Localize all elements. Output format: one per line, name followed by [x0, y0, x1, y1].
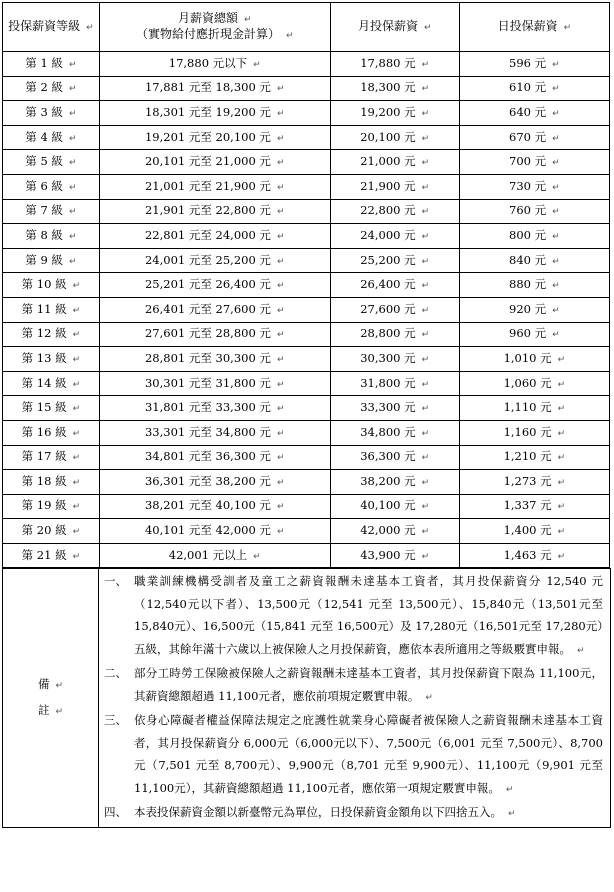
note-number: 一、	[104, 574, 127, 589]
notes-table	[2, 568, 611, 828]
cell-daily: 1,400 元 ↵	[459, 519, 609, 544]
cell-monthly: 31,800 元 ↵	[330, 371, 459, 396]
table-row	[3, 150, 610, 175]
cell-salary-range: 34,801 元至 36,300 元 ↵	[99, 445, 330, 470]
note-text: 依身心障礙者權益保障法規定之庇護性就業身心障礙者被保險人之薪資報酬未達基本工資者，其月投保薪資分 6,000元（6,000元以下）、7,500元（6,001 元至 7,500元）、8,700元（7,501 元至 8,700元）、9,900元（8,701 元至 9,900元）、11,100元（9,901 元至 11,100元），其薪資總額超過 11,100元者，應依第一項規定覈實申報。 ↵	[134, 713, 603, 795]
header-monthly: 月投保薪資 ↵	[330, 3, 459, 52]
note-item	[100, 709, 609, 801]
header-grade: 投保薪資等級 ↵	[3, 3, 100, 52]
cell-grade: 第 14 級 ↵	[3, 371, 100, 396]
table-row	[3, 445, 610, 470]
cell-grade: 第 9 級 ↵	[3, 248, 100, 273]
cell-daily: 1,273 元 ↵	[459, 470, 609, 495]
cell-monthly: 26,400 元 ↵	[330, 273, 459, 298]
cell-monthly: 24,000 元 ↵	[330, 224, 459, 249]
cell-daily: 1,060 元 ↵	[459, 371, 609, 396]
insurance-salary-document	[2, 2, 610, 828]
cell-daily: 880 元 ↵	[459, 273, 609, 298]
salary-grade-table	[2, 2, 610, 568]
cell-daily: 700 元 ↵	[459, 150, 609, 175]
note-text: 部分工時勞工保險被保險人之薪資報酬未達基本工資者，其月投保薪資下限為 11,100元，其薪資總額超過 11,100元者，應依前項規定覈實申報。 ↵	[134, 666, 603, 703]
cell-grade: 第 18 級 ↵	[3, 470, 100, 495]
cell-daily: 640 元 ↵	[459, 101, 609, 126]
table-row	[3, 420, 610, 445]
cell-salary-range: 17,881 元至 18,300 元 ↵	[99, 76, 330, 101]
cell-daily: 960 元 ↵	[459, 322, 609, 347]
cell-daily: 760 元 ↵	[459, 199, 609, 224]
table-header-row	[3, 3, 610, 52]
cell-salary-range: 19,201 元至 20,100 元 ↵	[99, 125, 330, 150]
cell-grade: 第 21 級 ↵	[3, 543, 100, 568]
cell-daily: 800 元 ↵	[459, 224, 609, 249]
table-row	[3, 125, 610, 150]
cell-salary-range: 40,101 元至 42,000 元 ↵	[99, 519, 330, 544]
cell-salary-range: 20,101 元至 21,000 元 ↵	[99, 150, 330, 175]
cell-monthly: 21,000 元 ↵	[330, 150, 459, 175]
cell-grade: 第 10 級 ↵	[3, 273, 100, 298]
cell-monthly: 42,000 元 ↵	[330, 519, 459, 544]
cell-salary-range: 26,401 元至 27,600 元 ↵	[99, 297, 330, 322]
cell-salary-range: 21,001 元至 21,900 元 ↵	[99, 174, 330, 199]
table-row	[3, 101, 610, 126]
cell-grade: 第 17 級 ↵	[3, 445, 100, 470]
cell-salary-range: 42,001 元以上 ↵	[99, 543, 330, 568]
cell-salary-range: 38,201 元至 40,100 元 ↵	[99, 494, 330, 519]
cell-monthly: 27,600 元 ↵	[330, 297, 459, 322]
cell-monthly: 25,200 元 ↵	[330, 248, 459, 273]
cell-monthly: 43,900 元 ↵	[330, 543, 459, 568]
table-row	[3, 494, 610, 519]
table-row	[3, 371, 610, 396]
grade-rows	[3, 52, 610, 568]
cell-monthly: 20,100 元 ↵	[330, 125, 459, 150]
table-row	[3, 224, 610, 249]
cell-salary-range: 22,801 元至 24,000 元 ↵	[99, 224, 330, 249]
cell-salary-range: 33,301 元至 34,800 元 ↵	[99, 420, 330, 445]
cell-grade: 第 5 級 ↵	[3, 150, 100, 175]
note-text: 本表投保薪資金額以新臺幣元為單位，日投保薪資金額角以下四捨五入。 ↵	[134, 805, 516, 820]
cell-grade: 第 16 級 ↵	[3, 420, 100, 445]
cell-monthly: 22,800 元 ↵	[330, 199, 459, 224]
cell-monthly: 33,300 元 ↵	[330, 396, 459, 421]
cell-grade: 第 12 級 ↵	[3, 322, 100, 347]
cell-grade: 第 15 級 ↵	[3, 396, 100, 421]
cell-daily: 1,160 元 ↵	[459, 420, 609, 445]
cell-daily: 1,110 元 ↵	[459, 396, 609, 421]
cell-salary-range: 24,001 元至 25,200 元 ↵	[99, 248, 330, 273]
notes-label: 備 ↵ 註 ↵	[3, 569, 99, 828]
note-item	[100, 662, 609, 709]
cell-monthly: 28,800 元 ↵	[330, 322, 459, 347]
cell-salary-range: 31,801 元至 33,300 元 ↵	[99, 396, 330, 421]
cell-monthly: 21,900 元 ↵	[330, 174, 459, 199]
note-item	[100, 801, 609, 826]
note-item	[100, 570, 609, 662]
cell-grade: 第 20 級 ↵	[3, 519, 100, 544]
notes-content	[99, 569, 611, 828]
table-row	[3, 396, 610, 421]
note-number: 四、	[104, 805, 127, 820]
table-row	[3, 174, 610, 199]
cell-daily: 920 元 ↵	[459, 297, 609, 322]
table-row	[3, 470, 610, 495]
cell-monthly: 19,200 元 ↵	[330, 101, 459, 126]
table-row	[3, 273, 610, 298]
cell-grade: 第 4 級 ↵	[3, 125, 100, 150]
cell-grade: 第 7 級 ↵	[3, 199, 100, 224]
cell-salary-range: 17,880 元以下 ↵	[99, 52, 330, 77]
cell-monthly: 34,800 元 ↵	[330, 420, 459, 445]
cell-monthly: 17,880 元 ↵	[330, 52, 459, 77]
cell-grade: 第 19 級 ↵	[3, 494, 100, 519]
table-row	[3, 322, 610, 347]
cell-salary-range: 36,301 元至 38,200 元 ↵	[99, 470, 330, 495]
cell-monthly: 18,300 元 ↵	[330, 76, 459, 101]
cell-monthly: 36,300 元 ↵	[330, 445, 459, 470]
cell-daily: 1,337 元 ↵	[459, 494, 609, 519]
note-text: 職業訓練機構受訓者及童工之薪資報酬未達基本工資者，其月投保薪資分 12,540 元（12,540元以下者）、13,500元（12,541 元至 13,500元）、15,840元（13,501元至 15,840元）、16,500元（15,841 元至 16,500元）及 17,280元（16,501元至 17,280元）五級，其餘年滿十六歲以上被保險人之月投保薪資，應依本表所適用之等級覈實申報。 ↵	[134, 574, 603, 656]
cell-salary-range: 25,201 元至 26,400 元 ↵	[99, 273, 330, 298]
header-salary-total: 月薪資總額 ↵ （實物給付應折現金計算） ↵	[99, 3, 330, 52]
cell-monthly: 38,200 元 ↵	[330, 470, 459, 495]
table-row	[3, 76, 610, 101]
cell-daily: 1,463 元 ↵	[459, 543, 609, 568]
cell-daily: 1,210 元 ↵	[459, 445, 609, 470]
cell-daily: 596 元 ↵	[459, 52, 609, 77]
cell-grade: 第 13 級 ↵	[3, 347, 100, 372]
cell-grade: 第 2 級 ↵	[3, 76, 100, 101]
cell-salary-range: 18,301 元至 19,200 元 ↵	[99, 101, 330, 126]
cell-grade: 第 1 級 ↵	[3, 52, 100, 77]
table-row	[3, 199, 610, 224]
cell-grade: 第 3 級 ↵	[3, 101, 100, 126]
cell-monthly: 30,300 元 ↵	[330, 347, 459, 372]
table-row	[3, 543, 610, 568]
header-daily: 日投保薪資 ↵	[459, 3, 609, 52]
cell-monthly: 40,100 元 ↵	[330, 494, 459, 519]
cell-daily: 840 元 ↵	[459, 248, 609, 273]
cell-daily: 730 元 ↵	[459, 174, 609, 199]
cell-daily: 610 元 ↵	[459, 76, 609, 101]
table-row	[3, 347, 610, 372]
cell-salary-range: 30,301 元至 31,800 元 ↵	[99, 371, 330, 396]
cell-salary-range: 28,801 元至 30,300 元 ↵	[99, 347, 330, 372]
cell-daily: 1,010 元 ↵	[459, 347, 609, 372]
table-row	[3, 52, 610, 77]
cell-grade: 第 6 級 ↵	[3, 174, 100, 199]
cell-grade: 第 8 級 ↵	[3, 224, 100, 249]
table-row	[3, 519, 610, 544]
table-row	[3, 248, 610, 273]
cell-daily: 670 元 ↵	[459, 125, 609, 150]
cell-salary-range: 27,601 元至 28,800 元 ↵	[99, 322, 330, 347]
note-number: 三、	[104, 713, 127, 728]
table-row	[3, 297, 610, 322]
note-number: 二、	[104, 666, 127, 681]
cell-salary-range: 21,901 元至 22,800 元 ↵	[99, 199, 330, 224]
cell-grade: 第 11 級 ↵	[3, 297, 100, 322]
